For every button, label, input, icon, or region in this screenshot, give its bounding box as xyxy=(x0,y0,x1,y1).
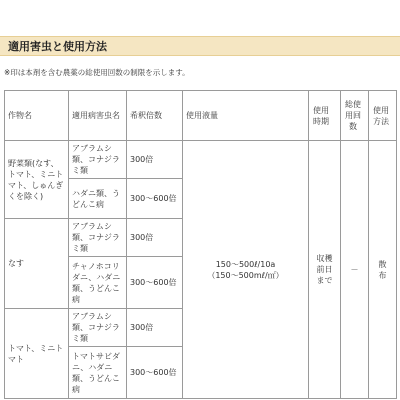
crop-cell: トマト、ミニトマト xyxy=(5,309,69,399)
dilution-cell: 300倍 xyxy=(127,219,183,257)
dilution-cell: 300～600倍 xyxy=(127,347,183,399)
dilution-cell: 300倍 xyxy=(127,309,183,347)
dilution-cell: 300～600倍 xyxy=(127,257,183,309)
col-header-crop: 作物名 xyxy=(5,91,69,141)
dilution-cell: 300倍 xyxy=(127,141,183,179)
col-header-dilution: 希釈倍数 xyxy=(127,91,183,141)
col-header-pest: 適用病害虫名 xyxy=(69,91,127,141)
pest-cell: アブラムシ類、コナジラミ類 xyxy=(69,141,127,179)
amount-cell xyxy=(183,141,309,399)
amount-line-2: （150～500mℓ/㎡） xyxy=(207,270,284,280)
section-title: 適用害虫と使用方法 xyxy=(8,40,107,53)
usage-table xyxy=(4,90,397,399)
col-header-timing: 使用時期 xyxy=(309,91,341,141)
timing-cell xyxy=(309,141,341,399)
count-cell: － xyxy=(341,141,369,399)
col-header-method: 使用方法 xyxy=(369,91,397,141)
pest-cell: アブラムシ類、コナジラミ類 xyxy=(69,309,127,347)
usage-note: ※印は本剤を含む農薬の総使用回数の制限を示します。 xyxy=(4,68,190,77)
section-header xyxy=(0,36,400,56)
pest-cell: トマトサビダニ、ハダニ類、うどんこ病 xyxy=(69,347,127,399)
amount-line-1: 150～500ℓ/10a xyxy=(215,259,276,269)
crop-cell: なす xyxy=(5,219,69,309)
dilution-cell: 300～600倍 xyxy=(127,179,183,219)
method-text: 散布 xyxy=(378,259,387,280)
col-header-count: 総使用回数 xyxy=(341,91,369,141)
table-row xyxy=(5,141,397,179)
col-header-amount: 使用液量 xyxy=(183,91,309,141)
pest-cell: ハダニ類、うどんこ病 xyxy=(69,179,127,219)
method-cell xyxy=(369,141,397,399)
pest-cell: アブラムシ類、コナジラミ類 xyxy=(69,219,127,257)
timing-text: 収穫前日まで xyxy=(316,254,333,285)
crop-cell: 野菜類(なす、トマト、ミニトマト、しゅんぎくを除く) xyxy=(5,141,69,219)
pest-cell: チャノホコリダニ、ハダニ類、うどんこ病 xyxy=(69,257,127,309)
